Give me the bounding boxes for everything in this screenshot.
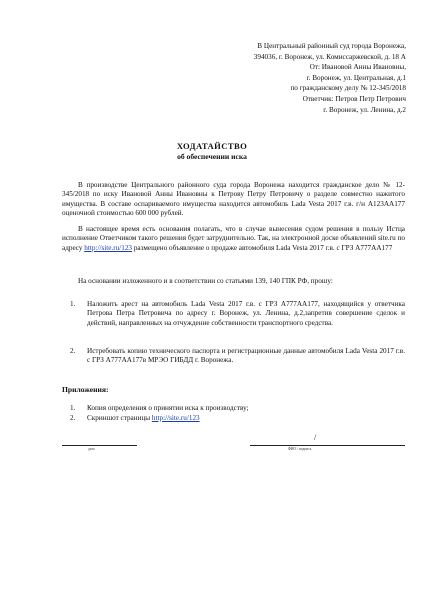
- request-item: [70, 300, 405, 328]
- date-caption: дата: [88, 447, 95, 451]
- list-number: 2.: [70, 347, 76, 355]
- screenshot-link[interactable]: http://site.ru/123: [151, 414, 200, 422]
- date-line: [62, 445, 137, 446]
- addressee-block: [176, 41, 406, 115]
- address-line: 394036, г. Воронеж, ул. Комиссаржевской, д. 18 А: [253, 52, 406, 61]
- attachment-label: Скриншот страницы: [87, 414, 152, 422]
- document-subtitle: об обеспечении иска: [177, 152, 247, 161]
- paragraph-request-intro: На основании изложенного и в соответствии со статьями 139, 140 ГПК РФ, прошу:: [78, 277, 333, 285]
- request-text: Истребовать копию технического паспорта и регистрационные данные автомобиля Lada Vesta 2017 г.в. с ГРЗ А777АА177в МРЭО ГИБДД г. Воронежа.: [87, 347, 405, 365]
- paragraph-case-info: В производстве Центрального районного суда города Воронежа находится гражданское дело № 12-345/2018 по иску Ивановой Анны Ивановны к Петрову Петру Петровичу о разделе совместно нажитого имущества. В составе оспариваемого имущества находится автомобиль Lada Vesta 2017 г.в. г/н А123АА177 оценочной стоимостью 600 000 рублей.: [62, 181, 405, 218]
- request-text: Наложить арест на автомобиль Lada Vesta 2017 г.в. с ГРЗ А777АА177, находящийся у ответчика Петрова Петра Петровича по адресу г. Воронеж, ул. Ленина, д.2,запретив совершение сделок и действий, направленных на отчуждение собственности транспортного средства.: [87, 300, 405, 327]
- address-line: по гражданскому делу № 12-345/2018: [290, 84, 406, 93]
- paragraph-text: размещено объявление о продаже автомобиля Lada Vesta 2017 г.в. с ГРЗ А777АА177: [132, 243, 393, 252]
- address-line: В Центральный районный суд города Воронежа,: [257, 42, 406, 50]
- address-line: Ответчик: Петров Петр Петрович: [302, 94, 406, 103]
- signature-line: [250, 445, 405, 446]
- paragraph-text: В настоящее время есть основания полагать, что в случае вынесения судом решения в пользу Истца исполнение Ответчиком такого решения будет затруднительно. Так, на электронной доске объявлений site.ru по адресу: [62, 225, 405, 252]
- list-number: 2.: [70, 414, 76, 422]
- address-line: г. Воронеж, ул. Ленина, д.2: [323, 105, 406, 114]
- attachment-item: [70, 403, 370, 413]
- list-number: 1.: [70, 404, 76, 412]
- signature-caption: ФИО / подпись: [288, 447, 312, 451]
- request-item: [70, 347, 405, 366]
- attachment-text: [87, 413, 370, 423]
- address-line: От: Ивановой Анны Ивановны,: [309, 63, 406, 72]
- attachments-heading: Приложения:: [62, 385, 109, 394]
- list-number: 1.: [70, 300, 76, 308]
- attachment-text: Копия определения о принятии иска к производству;: [87, 404, 249, 412]
- address-line: г. Воронеж, ул. Центральная, д.1: [306, 73, 406, 82]
- attachment-item: [70, 413, 370, 423]
- paragraph-grounds: [62, 225, 405, 253]
- signature-separator: /: [314, 433, 317, 442]
- document-title: ХОДАТАЙСТВО: [176, 141, 248, 151]
- listing-link[interactable]: http://site.ru/123: [84, 243, 133, 252]
